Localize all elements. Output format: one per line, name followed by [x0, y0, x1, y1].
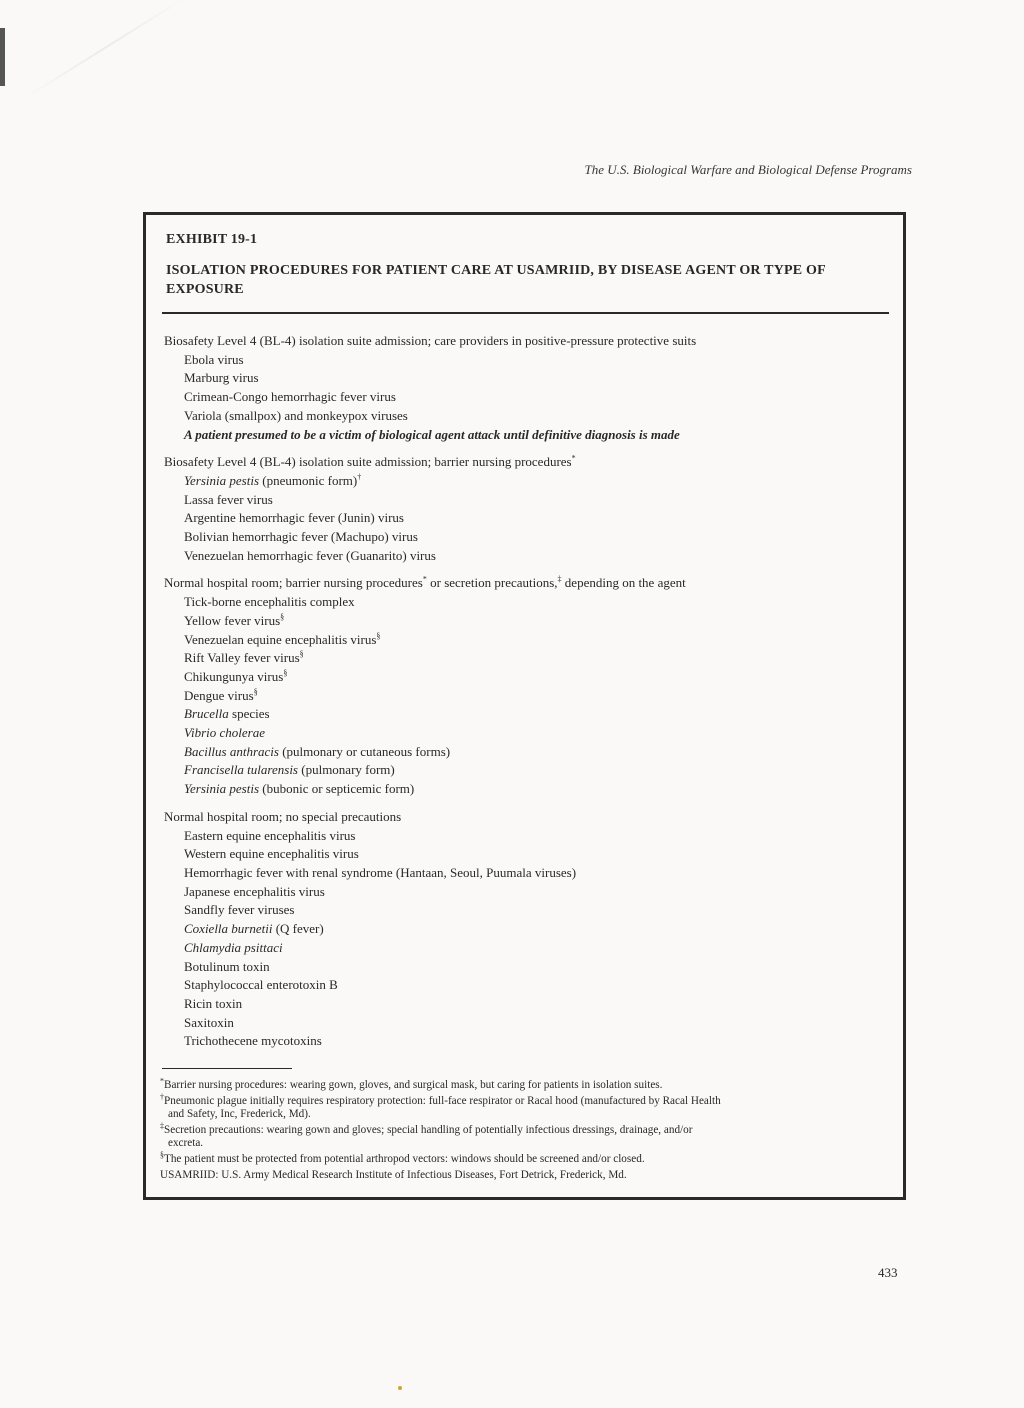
item-text: Chikungunya virus [184, 668, 284, 684]
item-text: (pulmonary or cutaneous forms) [278, 743, 451, 759]
footnote-text: USAMRIID: U.S. Army Medical Research Institute of Infectious Diseases, Fort Detrick, Frederick, Md. [160, 1168, 627, 1181]
footnote [160, 1150, 890, 1167]
list-item-emphasis: A patient presumed to be a victim of biological agent attack until definitive diagnosis is made [184, 426, 680, 442]
group-normal-barrier [164, 574, 899, 798]
list-item: Bolivian hemorrhagic fever (Machupo) virus [184, 529, 418, 545]
list-item: Eastern equine encephalitis virus [184, 827, 356, 843]
footnote [160, 1076, 890, 1093]
group-heading-text: or secretion precautions, [426, 575, 558, 591]
exhibit-label: EXHIBIT 19-1 [166, 232, 258, 247]
paper-fold-shadow [19, 0, 190, 102]
footnote-mark: § [280, 612, 285, 622]
list-item [184, 631, 899, 650]
footnote-mark: * [160, 1076, 164, 1086]
group-heading: Biosafety Level 4 (BL-4) isolation suite admission; care providers in positive-pressure protective suits [164, 333, 697, 348]
footnote-mark: § [376, 631, 381, 641]
item-text: Venezuelan equine encephalitis virus [184, 631, 377, 647]
group-heading: Normal hospital room; no special precautions [164, 808, 402, 824]
list-item: Lassa fever virus [184, 491, 273, 507]
group-bl4-barrier [164, 453, 899, 565]
list-item: Venezuelan hemorrhagic fever (Guanarito) virus [184, 547, 436, 563]
item-italic: Francisella tularensis [184, 762, 298, 778]
item-text: (bubonic or septicemic form) [259, 781, 415, 797]
footnote-mark: ‡ [557, 575, 562, 585]
list-item: Saxitoxin [184, 1014, 234, 1030]
agent-list [164, 472, 899, 566]
footnote-mark: * [422, 575, 427, 585]
footnote-text: The patient must be protected from potential arthropod vectors: windows should be screened and/or closed. [164, 1152, 645, 1165]
agent-list [164, 351, 899, 445]
list-item [184, 761, 899, 780]
list-item [184, 705, 899, 724]
list-item: Ricin toxin [184, 995, 243, 1011]
footnote-text: Pneumonic plague initially requires respiratory protection: full-face respirator or Racal hood (manufactured by Racal Health [164, 1094, 721, 1107]
footnote-rule [162, 1068, 292, 1069]
list-item: Crimean-Congo hemorrhagic fever virus [184, 389, 396, 405]
group-heading-text: Normal hospital room; barrier nursing procedures [164, 575, 423, 591]
footnote-mark: § [283, 668, 288, 678]
paper-speck [398, 1386, 402, 1390]
footnote-continuation: and Safety, Inc, Frederick, Md). [168, 1108, 311, 1121]
footnote-mark: § [160, 1150, 164, 1160]
group-heading [164, 453, 899, 472]
agent-list [164, 593, 899, 799]
footnote-mark: * [571, 453, 576, 463]
item-italic: Bacillus anthracis [184, 743, 279, 759]
running-head: The U.S. Biological Warfare and Biological Defense Programs [584, 162, 912, 177]
group-normal-none [164, 808, 899, 1051]
item-italic: Vibrio cholerae [184, 725, 265, 741]
list-item: Hemorrhagic fever with renal syndrome (Hantaan, Seoul, Puumala viruses) [184, 864, 577, 880]
footnote [160, 1091, 890, 1122]
item-italic: Yersinia pestis [184, 781, 260, 797]
item-text: (pneumonic form) [259, 472, 358, 488]
group-heading-text: depending on the agent [561, 575, 686, 591]
item-italic: Chlamydia psittaci [184, 939, 283, 955]
list-item: Tick-borne encephalitis complex [184, 594, 355, 610]
exhibit-groups [164, 332, 899, 1060]
list-item [184, 472, 899, 491]
item-italic: Coxiella burnetii [184, 921, 273, 937]
agent-list [164, 827, 899, 1051]
footnote-text: Secretion precautions: wearing gown and gloves; special handling of potentially infectious dressings, drainage, and/or [164, 1123, 693, 1136]
footnote-mark: † [160, 1091, 164, 1101]
item-text: species [228, 706, 270, 722]
list-item: Staphylococcal enterotoxin B [184, 977, 338, 993]
list-item: Ebola virus [184, 351, 244, 367]
exhibit-title: ISOLATION PROCEDURES FOR PATIENT CARE AT USAMRIID, BY DISEASE AGENT OR TYPE OF EXPOSURE [166, 263, 826, 297]
page-number: 433 [878, 1265, 898, 1280]
list-item [184, 649, 899, 668]
list-item: Sandfly fever viruses [184, 902, 295, 918]
list-item [184, 724, 899, 743]
group-heading [164, 574, 899, 593]
title-rule [162, 312, 889, 314]
page-edge-mark [0, 28, 5, 86]
footnote [160, 1121, 890, 1151]
item-italic: Brucella [184, 706, 229, 722]
item-text: (Q fever) [272, 921, 324, 937]
list-item: Argentine hemorrhagic fever (Junin) virus [184, 510, 404, 526]
list-item [184, 920, 899, 939]
list-item [184, 780, 899, 799]
list-item: Marburg virus [184, 370, 259, 386]
footnote-mark: § [253, 687, 258, 697]
footnote-continuation: excreta. [168, 1137, 204, 1150]
item-text: Rift Valley fever virus [184, 650, 300, 666]
group-bl4-suits [164, 332, 899, 444]
footnote-mark: ‡ [160, 1121, 164, 1131]
list-item [184, 687, 899, 706]
footnote-abbreviation [160, 1169, 890, 1183]
list-item [184, 612, 899, 631]
item-text: (pulmonary form) [298, 762, 395, 778]
list-item: Western equine encephalitis virus [184, 846, 359, 862]
exhibit-box [143, 212, 906, 1200]
list-item [184, 668, 899, 687]
list-item: Botulinum toxin [184, 958, 270, 974]
item-text: Yellow fever virus [184, 612, 281, 628]
list-item: Japanese encephalitis virus [184, 883, 325, 899]
list-item: Trichothecene mycotoxins [184, 1033, 322, 1049]
item-italic: Yersinia pestis [184, 472, 260, 488]
footnote-mark: § [299, 649, 304, 659]
list-item [184, 743, 899, 762]
list-item [184, 939, 899, 958]
footnotes [160, 1076, 890, 1184]
group-heading-text: Biosafety Level 4 (BL-4) isolation suite admission; barrier nursing procedures [164, 454, 572, 470]
list-item: Variola (smallpox) and monkeypox viruses [184, 407, 408, 423]
footnote-text: Barrier nursing procedures: wearing gown, gloves, and surgical mask, but caring for patients in isolation suites. [164, 1079, 663, 1091]
footnote-mark: † [357, 472, 362, 482]
item-text: Dengue virus [184, 687, 254, 703]
